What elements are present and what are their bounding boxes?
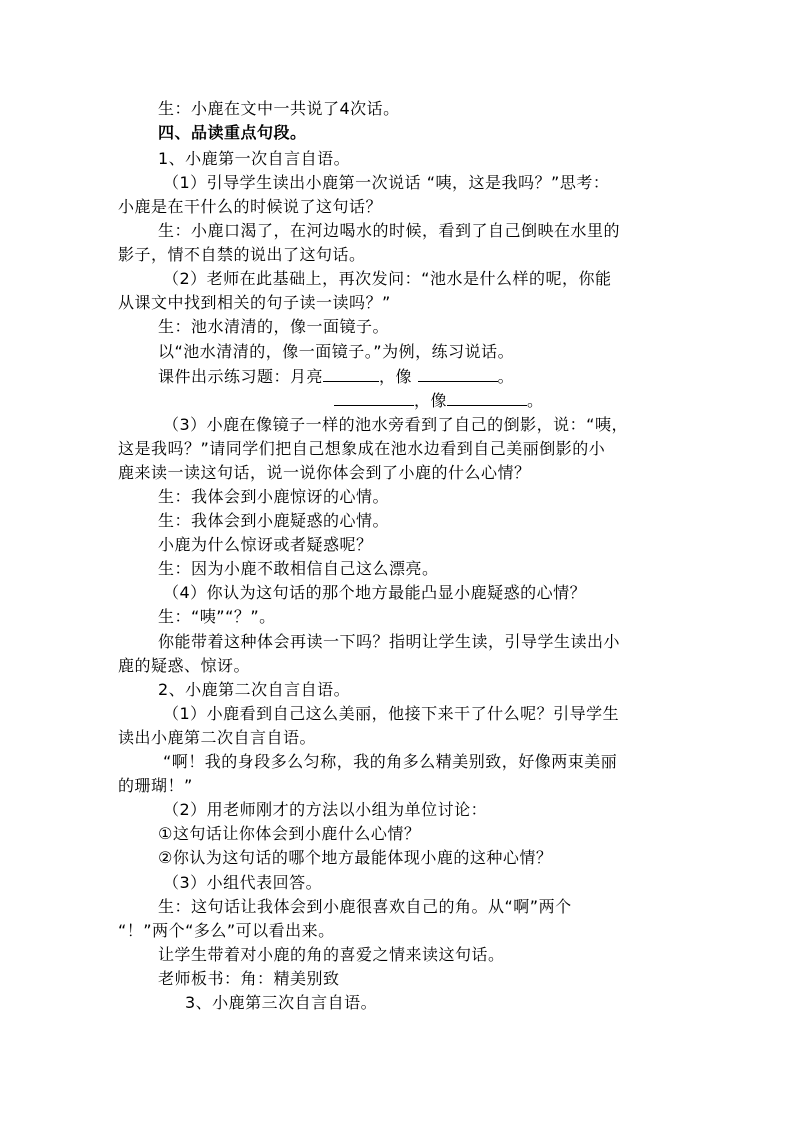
text-line: “！”两个“多么”可以看出来。 xyxy=(118,921,335,940)
text-line: 这是我吗？”请同学们把自己想象成在池水边看到自己美丽倒影的小 xyxy=(118,439,606,458)
text-line: 老师板书：角：精美别致 xyxy=(158,969,340,988)
exercise-period: 。 xyxy=(497,367,515,386)
exercise-line-2 xyxy=(334,389,544,413)
text-line: 以“池水清清的，像一面镜子。”为例，练习说话。 xyxy=(158,342,515,361)
exercise-line-1 xyxy=(158,365,514,389)
text-line: 小鹿为什么惊讶或者疑惑呢？ xyxy=(158,535,373,554)
text-line: （1）小鹿看到自己这么美丽，他接下来干了什么呢？引导学生 xyxy=(163,704,620,723)
fill-blank xyxy=(323,366,379,382)
text-line: （2）用老师刚才的方法以小组为单位讨论： xyxy=(163,800,488,819)
text-line: 让学生带着对小鹿的角的喜爱之情来读这句话。 xyxy=(158,945,505,964)
text-line: 小鹿是在干什么的时候说了这句话？ xyxy=(118,197,383,216)
fill-blank xyxy=(334,390,414,406)
text-line: （4）你认为这句话的那个地方最能凸显小鹿疑惑的心情？ xyxy=(163,583,587,602)
exercise-label: 课件出示练习题：月亮 xyxy=(158,367,324,386)
text-line: （3）小组代表回答。 xyxy=(163,873,323,892)
text-line: 2、小鹿第二次自言自语。 xyxy=(158,680,351,699)
text-line: ①这句话让你体会到小鹿什么心情？ xyxy=(158,824,421,843)
text-line: 生：我体会到小鹿疑惑的心情。 xyxy=(158,511,390,530)
text-line: （2）老师在此基础上，再次发问：“池水是什么样的呢，你能 xyxy=(163,269,612,288)
exercise-comma: ，像 xyxy=(379,367,413,386)
section-heading: 四、品读重点句段。 xyxy=(158,123,307,142)
text-line: 你能带着这种体会再读一下吗？指明让学生读，引导学生读出小 xyxy=(158,632,621,651)
text-line: （1）引导学生读出小鹿第一次说话 “咦，这是我吗？”思考： xyxy=(163,173,610,192)
text-line: 生：“咦”“？”。 xyxy=(158,607,276,626)
text-line: 读出小鹿第二次自言自语。 xyxy=(118,728,317,747)
text-line: 鹿的疑惑、惊讶。 xyxy=(118,656,251,675)
text-line: 生：小鹿在文中一共说了4次话。 xyxy=(158,99,400,118)
text-line: “啊！我的身段多么匀称，我的角多么精美别致，好像两束美丽 xyxy=(163,752,618,771)
fill-blank xyxy=(418,366,498,382)
text-line: 影子，情不自禁的说出了这句话。 xyxy=(118,245,366,264)
text-line: 生：小鹿口渴了，在河边喝水的时候，看到了自己倒映在水里的 xyxy=(158,221,621,240)
text-line: 生：池水清清的，像一面镜子。 xyxy=(158,317,390,336)
text-line: 从课文中找到相关的句子读一读吗？” xyxy=(118,293,391,312)
text-line: 鹿来读一读这句话，说一说你体会到了小鹿的什么心情？ xyxy=(118,463,531,482)
text-line: （3）小鹿在像镜子一样的池水旁看到了自己的倒影，说：“咦， xyxy=(163,415,628,434)
exercise-comma: ，像 xyxy=(414,391,448,410)
text-line: 3、小鹿第三次自言自语。 xyxy=(185,993,378,1012)
text-line: 生：这句话让我体会到小鹿很喜欢自己的角。从“啊”两个 xyxy=(158,897,572,916)
text-line: 生：因为小鹿不敢相信自己这么漂亮。 xyxy=(158,559,439,578)
text-line: 1、小鹿第一次自言自语。 xyxy=(158,149,351,168)
fill-blank xyxy=(447,390,527,406)
exercise-period: 。 xyxy=(527,391,544,410)
text-line: 生：我体会到小鹿惊讶的心情。 xyxy=(158,487,390,506)
text-line: 的珊瑚！” xyxy=(118,776,193,795)
text-line: ②你认为这句话的哪个地方最能体现小鹿的这种心情？ xyxy=(158,848,553,867)
